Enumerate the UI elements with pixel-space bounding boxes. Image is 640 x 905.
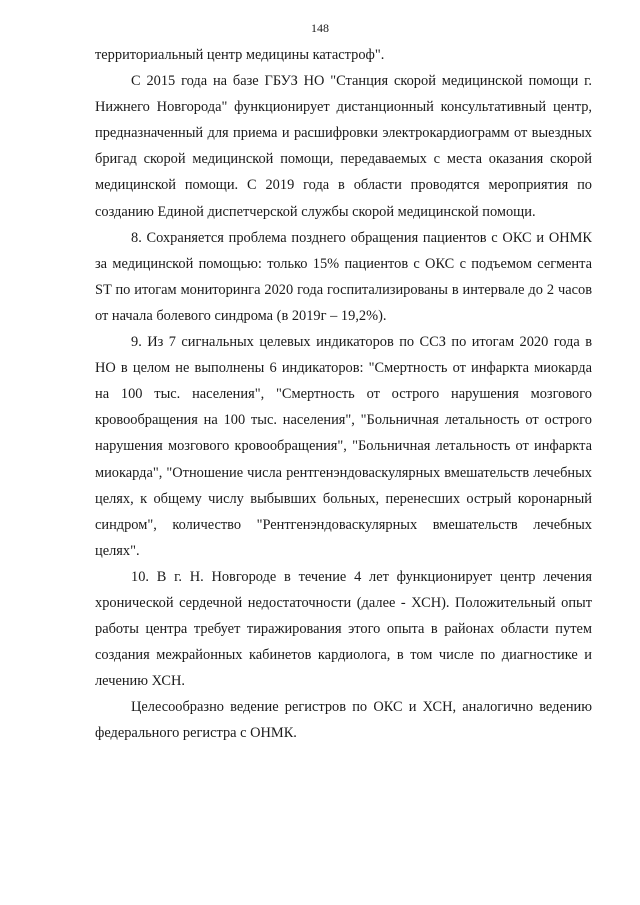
paragraph-item-9: 9. Из 7 сигнальных целевых индикаторов по ССЗ по итогам 2020 года в НО в целом не выполнены 6 индикаторов: "Смертность от инфаркта миокарда на 100 тыс. населения", "Смертность от острого нарушения мозгового кровообращения на 100 тыс. населения", "Больничная летальность от острого нарушения мозгового кровообращения", "Больничная летальность от инфаркта миокарда", "Отношение числа рентгенэндоваскулярных вмешательств лечебных целях, к общему числу выбывших больных, перенесших острый коронарный синдром", количество "Рентгенэндоваскулярных вмешательств лечебных целях". bbox=[95, 334, 592, 559]
paragraph-registers: Целесообразно ведение регистров по ОКС и ХСН, аналогично ведению федерального регистра с ОНМК. bbox=[95, 699, 592, 742]
body-text bbox=[95, 42, 592, 747]
paragraph-item-10: 10. В г. Н. Новгороде в течение 4 лет функционирует центр лечения хронической сердечной недостаточности (далее - ХСН). Положительный опыт работы центра требует тиражирования этого опыта в районах области путем создания межрайонных кабинетов кардиолога, в том числе по диагностике и лечению ХСН. bbox=[95, 568, 592, 690]
page-number: 148 bbox=[311, 21, 329, 35]
paragraph-continuation: территориальный центр медицины катастроф". bbox=[95, 47, 385, 63]
paragraph-item-8: 8. Сохраняется проблема позднего обращения пациентов с ОКС и ОНМК за медицинской помощью: только 15% пациентов с ОКС с подъемом сегмента ST по итогам мониторинга 2020 года госпитализированы в интервале до 2 часов от начала болевого синдрома (в 2019г – 19,2%). bbox=[95, 229, 592, 324]
paragraph-dispatch-center: С 2015 года на базе ГБУЗ НО "Станция скорой медицинской помощи г. Нижнего Новгорода" функционирует дистанционный консультативный центр, предназначенный для приема и расшифровки электрокардиограмм от выездных бригад скорой медицинской помощи, передаваемых с места оказания скорой медицинской помощи. С 2019 года в области проводятся мероприятия по созданию Единой диспетчерской службы скорой медицинской помощи. bbox=[95, 73, 592, 220]
